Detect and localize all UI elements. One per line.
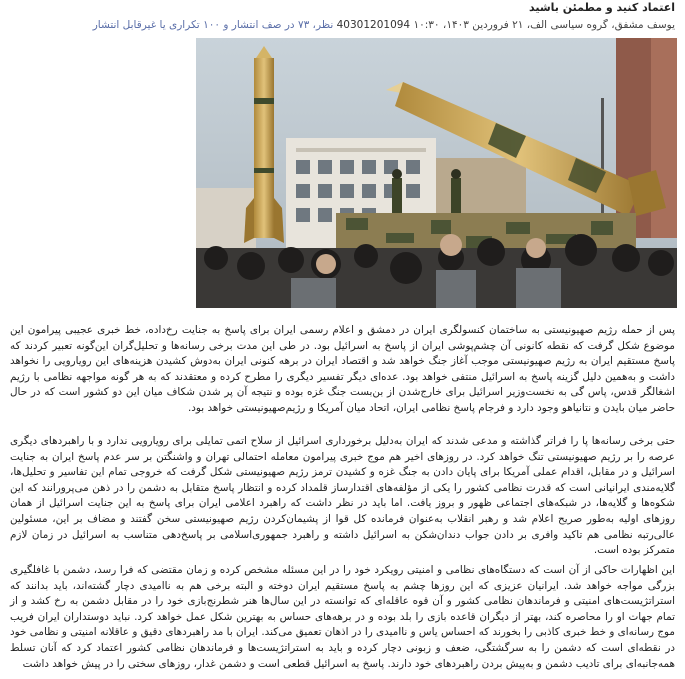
article-title: اعتماد کنید و مطمئن باشید — [528, 1, 675, 14]
missile-display-illustration — [196, 38, 677, 308]
article-paragraph-3: این اظهارات حاکی از آن است که دستگاه‌های نظامی و امنیتی رویکرد خود را در این مسئله مشخص کرده و زمان مقتضی که فرا رسد، دشمن با غافلگیری بزرگی مواجه خواهد شد. ایرانیان عزیزی که این روزها چشم به پاسخ مستقیم ایران دوخته و البته برخی هم به ناامیدی دچار گشته‌اند، باید بدانند که استراتژیست‌های امنیتی و فرماندهان نظامی کشور و آن قوه عاقله‌ای که توانسته در این سال‌ها هنر شطرنج‌بازی خود را در مقابل دشمن به رخ کشد و از تمام جهات او را محاصره کند، بهتر از دیگران قاعده بازی را بلد بوده و در برهه‌های حساس به بهترین شکل عمل خواهد کرد. نباید دوستداران ایران فریب موج رسانه‌ای و خط خبری کاذبی را بخورند که احساس یاس و ناامیدی را در اذهان تعمیق می‌کند. ایران با مد راهبردهای دقیق و عاقلانه امنیتی و نظامی خود در نقطه‌ای است که دشمن را به سرگشتگی، ضعف و زبونی دچار کرده و باید به استراتژیست‌ها و فرماندهان نظامی کشور اعتماد کرد که آنان تسلط همه‌جانبه‌ای برای تادیب دشمن و به‌پیش بردن راهبردهای خود دارند. پاسخ به اسرائیل قطعی است و دشمن غدار، روزهای سختی را در پیش خواهد داشت — [10, 564, 675, 670]
article-meta — [10, 19, 675, 31]
article-paragraph-1: پس از حمله رژیم صهیونیستی به ساختمان کنسولگری ایران در دمشق و اعلام رسمی ایران برای پاسخ به جنایت رخ‌داده، خط خبری عجیبی پیرامون این موضوع شکل گرفت که نقطه کانونی آن چشم‌پوشی ایران از پاسخ به اسرائیل بود. در طی این مدت برخی رسانه‌ها و تحلیل‌گران این‌گونه تعبیر کردند که پاسخ مستقیم ایران به رژیم صهیونیستی موجب آغاز جنگ خواهد شد و اقتصاد ایران در برهه کنونی ایران به‌دوش کشیدن هزینه‌های این رویارویی را نخواهد داشت و به‌همین دلیل گزینه پاسخ به اسرائیل منتفی خواهد بود. عده‌ای دیگر تفسیر دیگری را مطرح کرده و معتقدند که به هر گونه مواجهه نظامی با رژیم اشغالگر قدس، پاس گی به نخست‌وزیر اسرائیل برای خارج‌شدن از بن‌بست جنگ غزه بوده و نتیجه آن پر شدن شکاف میان این دو کشور است که در حال حاضر میان بایدن و نتانیاهو وجود دارد و فرجام پاسخ نظامی ایران، اتحاد میان آمریکا و رژیم‌صهیونیستی خواهد بود. — [10, 324, 675, 414]
meta-source: یوسف مشفق، گروه سیاسی الف، ۲۱ فروردین ۱۴۰۳، ۱۰:۳۰ — [410, 19, 675, 31]
article-photo — [196, 38, 677, 308]
meta-views-link[interactable]: نظر، ۷۳ در صف انتشار و ۱۰۰ تکراری یا غیرقابل انتشار — [92, 19, 337, 31]
meta-code: 40301201094 — [336, 19, 411, 31]
article-paragraph-2: حتی برخی رسانه‌ها پا را فراتر گذاشته و مدعی شدند که ایران به‌دلیل برخورداری اسرائیل از سلاح اتمی تمایلی برای رویارویی ندارد و با راهبردهای دیگری عرصه را بر رژیم صهیونیستی تنگ خواهد کرد. در روزهای اخیر هم موج خبری پیرامون معامله احتمالی تهران و واشنگتن بر سر عدم پاسخ ایران به جنایت اسرائیل و در مقابل، اقدام عملی آمریکا برای پایان دادن به جنگ غزه و کشیدن ترمز رژیم صهیونیستی شکل گرفت که خروجی تمام این تفاسیر و تحلیل‌ها، گلایه‌مندی ایرانیانی است که قدرت نظامی کشور را یکی از مؤلفه‌های اقتدارساز قلمداد کرده و انتظار پاسخ متقابل به دشمن را در ذهن می‌پرورانند که این شکوه‌ها و گلایه‌ها، در شبکه‌های اجتماعی ظهور و بروز یافت. اما باید در نظر داشت که راهبرد اعلامی ایران برای پاسخ به این جنایت اسرائیل از همان روزهای اولیه به‌طور صریح اعلام شد و رهبر انقلاب به‌عنوان فرمانده کل قوا از پشیمان‌کردن رژیم صهیونیستی سخن گفتند و مضاف بر این، مسئولین عالی‌رتبه نظامی هم تاکید وافری بر دادن جواب دندان‌شکن به اسرائیل داشته و راهبرد جمهوری‌اسلامی بر پاسخ‌دهی متناسب به اسرائیل در زمان لازم متمرکز بوده است. — [10, 435, 675, 557]
